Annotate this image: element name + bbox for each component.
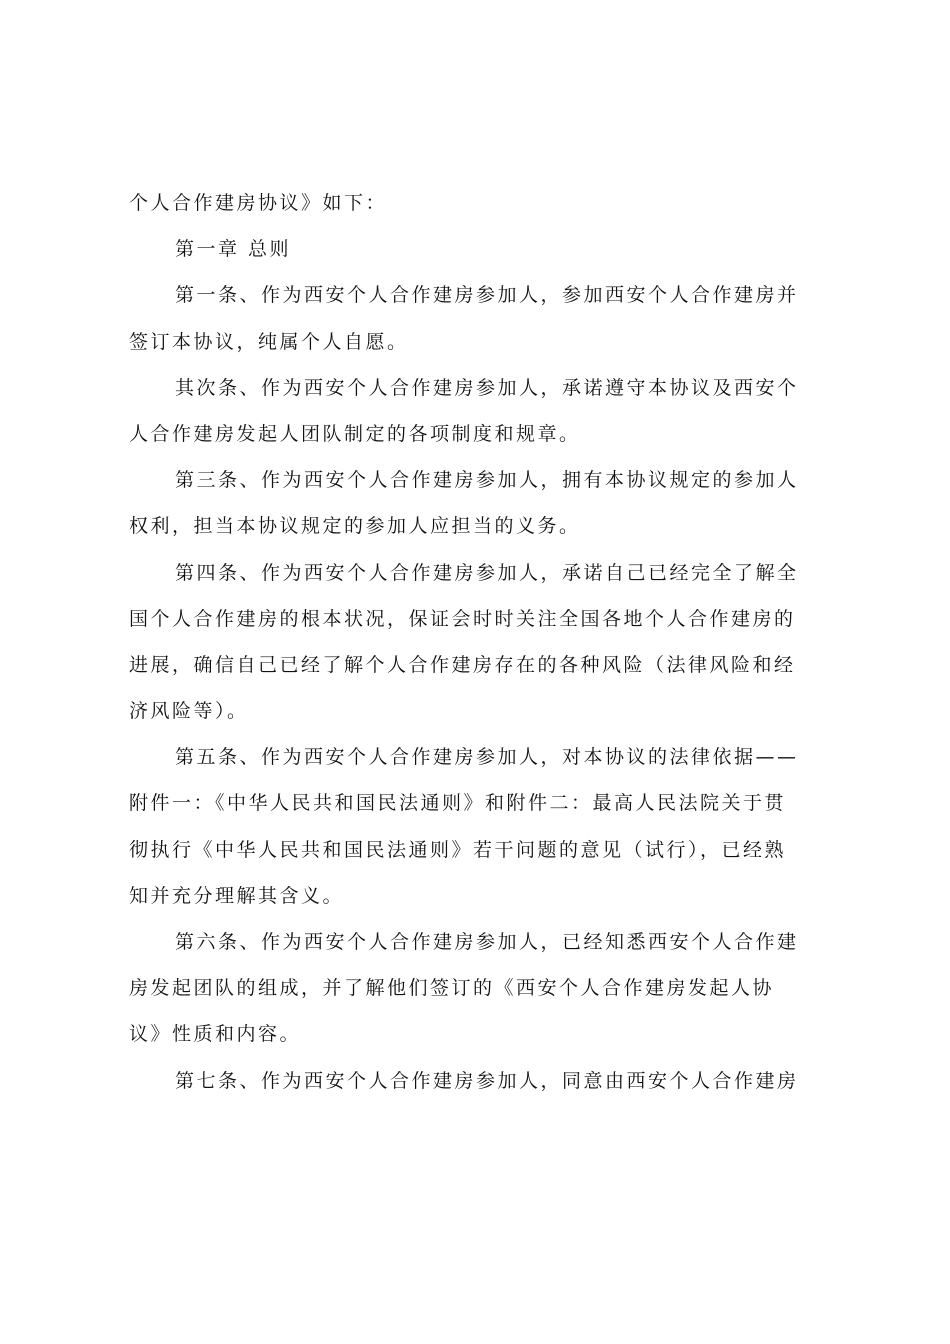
- text-line: 第一条、作为西安个人合作建房参加人，参加西安个人合作建房并: [175, 284, 799, 307]
- text-line: 人合作建房发起人团队制定的各项制度和规章。: [129, 422, 581, 445]
- text-line: 附件一：《中华人民共和国民法通则》和附件二：最高人民法院关于贯: [129, 792, 787, 815]
- text-line: 济风险等）。: [129, 700, 249, 723]
- text-line: 房发起团队的组成，并了解他们签订的《西安个人合作建房发起人协: [129, 977, 775, 1000]
- chapter-heading: 第一章 总则: [175, 238, 292, 261]
- text-line: 个人合作建房协议》如下：: [129, 192, 388, 214]
- text-line: 国个人合作建房的根本状况，保证会时时关注全国各地个人合作建房的: [129, 607, 796, 630]
- text-line: 签订本协议，纯属个人自愿。: [129, 330, 409, 353]
- text-line: 彻执行《中华人民共和国民法通则》若干问题的意见（试行），已经熟: [129, 838, 787, 861]
- text-line: 其次条、作为西安个人合作建房参加人，承诺遵守本协议及西安个: [175, 376, 799, 399]
- text-line: 第五条、作为西安个人合作建房参加人，对本协议的法律依据——: [175, 746, 799, 769]
- text-line: 知并充分理解其含义。: [129, 884, 345, 907]
- text-line: 议》性质和内容。: [129, 1023, 302, 1046]
- text-line: 第七条、作为西安个人合作建房参加人，同意由西安个人合作建房: [175, 1069, 799, 1092]
- text-line: 第三条、作为西安个人合作建房参加人，拥有本协议规定的参加人: [175, 469, 799, 492]
- document-body: [129, 180, 833, 1104]
- text-line: 权利，担当本协议规定的参加人应担当的义务。: [129, 515, 581, 538]
- text-line: 进展，确信自己已经了解个人合作建房存在的各种风险（法律风险和经: [129, 653, 796, 676]
- text-line: 第六条、作为西安个人合作建房参加人，已经知悉西安个人合作建: [175, 931, 799, 953]
- text-line: 第四条、作为西安个人合作建房参加人，承诺自己已经完全了解全: [175, 561, 799, 584]
